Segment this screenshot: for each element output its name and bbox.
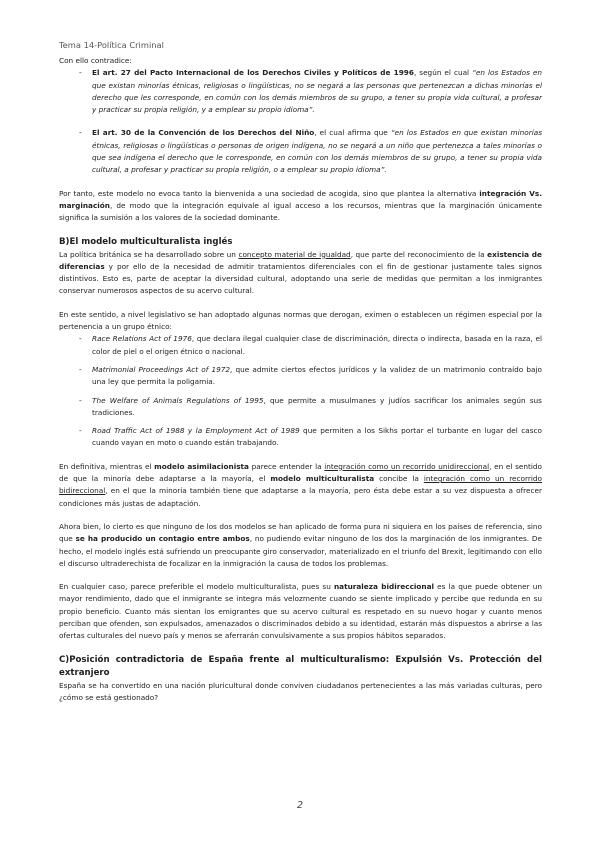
bold-run: se ha producido un contagio entre ambos	[75, 534, 250, 544]
text-run: La política británica se ha desarrollado sobre un	[59, 249, 239, 259]
page-number: 2	[296, 800, 304, 811]
bold-run: integración Vs. marginación	[59, 188, 543, 210]
paragraph-en-cualquier-caso	[59, 581, 542, 642]
treaty-quote: “en los Estados en que existan minorías étnicas, religiosas o lingüísticas, no se negará a las personas que pertenezcan a dichas minorías el derecho que les corresponde, en común con los demás miembros de su grupo, a tener su propia vida cultural, a profesar y practicar su propia religión, y a emplear su propio idioma”.	[92, 68, 543, 115]
act-title: The Welfare of Animals Regulations of 1995	[92, 395, 264, 405]
text-run: , en el sentido de que la minoría debe adaptarse a la mayoría, el	[59, 461, 543, 484]
page-content	[59, 55, 542, 704]
act-text: , que declara ilegal cualquier clase de discriminación, directa o indirecta, basada en la raza, el color de piel o el origen étnico o nacional.	[92, 334, 542, 356]
treaty-title: El art. 30 de la Convención de los Derechos del Niño	[92, 128, 315, 138]
bold-run: existencia de diferencias	[59, 249, 542, 271]
paragraph-por-tanto	[59, 188, 542, 225]
treaty-text: , el cual afirma que	[314, 128, 388, 138]
paragraph-en-este-sentido: En este sentido, a nivel legislativo se han adoptado algunas normas que derogan, eximen o establecen un régimen especial por la pertenencia a un grupo étnico:	[59, 309, 542, 332]
act-title: Race Relations Act of 1976	[92, 334, 192, 344]
act-text: , que permite a musulmanes y judíos sacrificar los animales según sus tradiciones.	[92, 395, 542, 417]
text-run: y por ello de la necesidad de admitir tratamientos diferenciales con el fin de gestionar justamente tales signos distintivos. Esto es, parte de aceptar la diversidad cultural, adoptando una serie de medidas que permitan a los inmigrantes conservar numerosos aspectos de su acervo cultural.	[59, 261, 542, 296]
text-run: , no pudiendo evitar ninguno de los dos la marginación de los inmigrantes. De hecho, el modelo inglés está sufriendo un preocupante giro conservador, materializado en el triunfo del Brexit, legitimando con ello el discurso ultraderechista de focalizar en la inmigración la causa de todos los problemas.	[59, 534, 542, 568]
list-item	[59, 425, 542, 450]
underlined-run: integración como un recorrido unidireccional	[324, 461, 490, 471]
text-run: concibe la	[374, 474, 424, 484]
act-text: , que admite ciertos efectos jurídicos y la validez de un matrimonio contraído bajo una ley que permita la poligamia.	[92, 364, 542, 387]
bold-run: modelo asimilacionista	[154, 461, 249, 471]
acts-list	[59, 333, 542, 449]
running-header: Tema 14-Política Criminal	[59, 40, 164, 50]
list-item	[59, 67, 542, 116]
act-text: que permiten a los Sikhs portar el turbante en lugar del casco cuando vayan en moto o cuando están trabajando.	[92, 426, 543, 448]
act-title: Matrimonial Proceedings Act of 1972	[92, 364, 231, 374]
treaty-list	[59, 67, 542, 176]
list-item	[59, 127, 542, 176]
underlined-run: integración como un recorrido bidireccional	[59, 474, 543, 496]
text-run: Ahora bien, lo cierto es que ninguno de los dos modelos se han aplicado de forma pura ni siquiera en los países de referencia, sino que	[59, 521, 542, 544]
paragraph-en-definitiva	[59, 461, 542, 510]
section-heading-c: C)Posición contradictoria de España frente al multiculturalismo: Expulsión Vs. Protección del extranjero	[59, 654, 542, 678]
text-run: , en el que la minoría también tiene que adaptarse a la mayoría, pero ésta debe estar a su vez dispuesta a ofrecer condiciones más justas de adaptación.	[59, 486, 542, 508]
text-run: En definitiva, mientras el	[59, 461, 155, 471]
act-title: Road Traffic Act of 1988 y la Employment Act of 1989	[92, 426, 300, 436]
intro-line: Con ello contradice:	[59, 56, 132, 65]
list-item	[59, 364, 542, 389]
text-run: parece entender la	[248, 461, 325, 471]
text-run: , que parte del reconocimiento de la	[350, 249, 488, 259]
paragraph-politica-britanica	[59, 249, 542, 298]
list-item	[59, 395, 542, 420]
treaty-quote: “en los Estados en que existan minorías étnicas, religiosas o lingüísticas o personas de origen indígena, no se negará a un niño que pertenezca a tales minorías o que sea indígena el derecho que le corresponde, en común con los demás miembros de su grupo, a tener su propia vida cultural, a profesar y practicar su propia religión, o a emplear su propio idioma”.	[92, 128, 542, 175]
bold-run: modelo multiculturalista	[270, 474, 375, 484]
text-run: Por tanto, este modelo no evoca tanto la bienvenida a una sociedad de acogida, sino que plantea la alternativa	[59, 188, 480, 198]
text-run: , de modo que la integración equivale al igual acceso a los recursos, mientras que la marginación únicamente significa la sumisión a los valores de la sociedad dominante.	[59, 200, 542, 223]
treaty-text: , según el cual	[413, 68, 470, 78]
treaty-title: El art. 27 del Pacto Internacional de los Derechos Civiles y Políticos de 1996	[92, 68, 414, 78]
underlined-run: concepto material de igualdad	[238, 249, 351, 259]
text-run: En cualquier caso, parece preferible el modelo multiculturalista, pues su	[59, 582, 334, 592]
bold-run: naturaleza bidireccional	[333, 582, 435, 592]
list-item	[59, 333, 542, 358]
section-heading-b: B)El modelo multiculturalista inglés	[59, 236, 233, 247]
paragraph-espana: España se ha convertido en una nación pluricultural donde conviven ciudadanos pertenecientes a las más variadas culturas, pero ¿cómo se está gestionado?	[59, 680, 542, 702]
text-run: es la que puede obtener un mayor rendimiento, dado que el inmigrante se integra más velozmente cuando se siente implicado y percibe que redunda en su propio beneficio. Cuanto más sientan los emigrantes que su acervo cultural es respetado en su nuevo hogar y cuanto menos perciban que ofenden, son expulsados, amenazados o discriminados debido a su identidad, estarán más dispuestos a abrirse a las ofertas culturales del nuevo país y menos se aferrarán convulsivamente a sus propios hábitos separados.	[59, 582, 542, 641]
paragraph-ahora-bien	[59, 521, 542, 570]
